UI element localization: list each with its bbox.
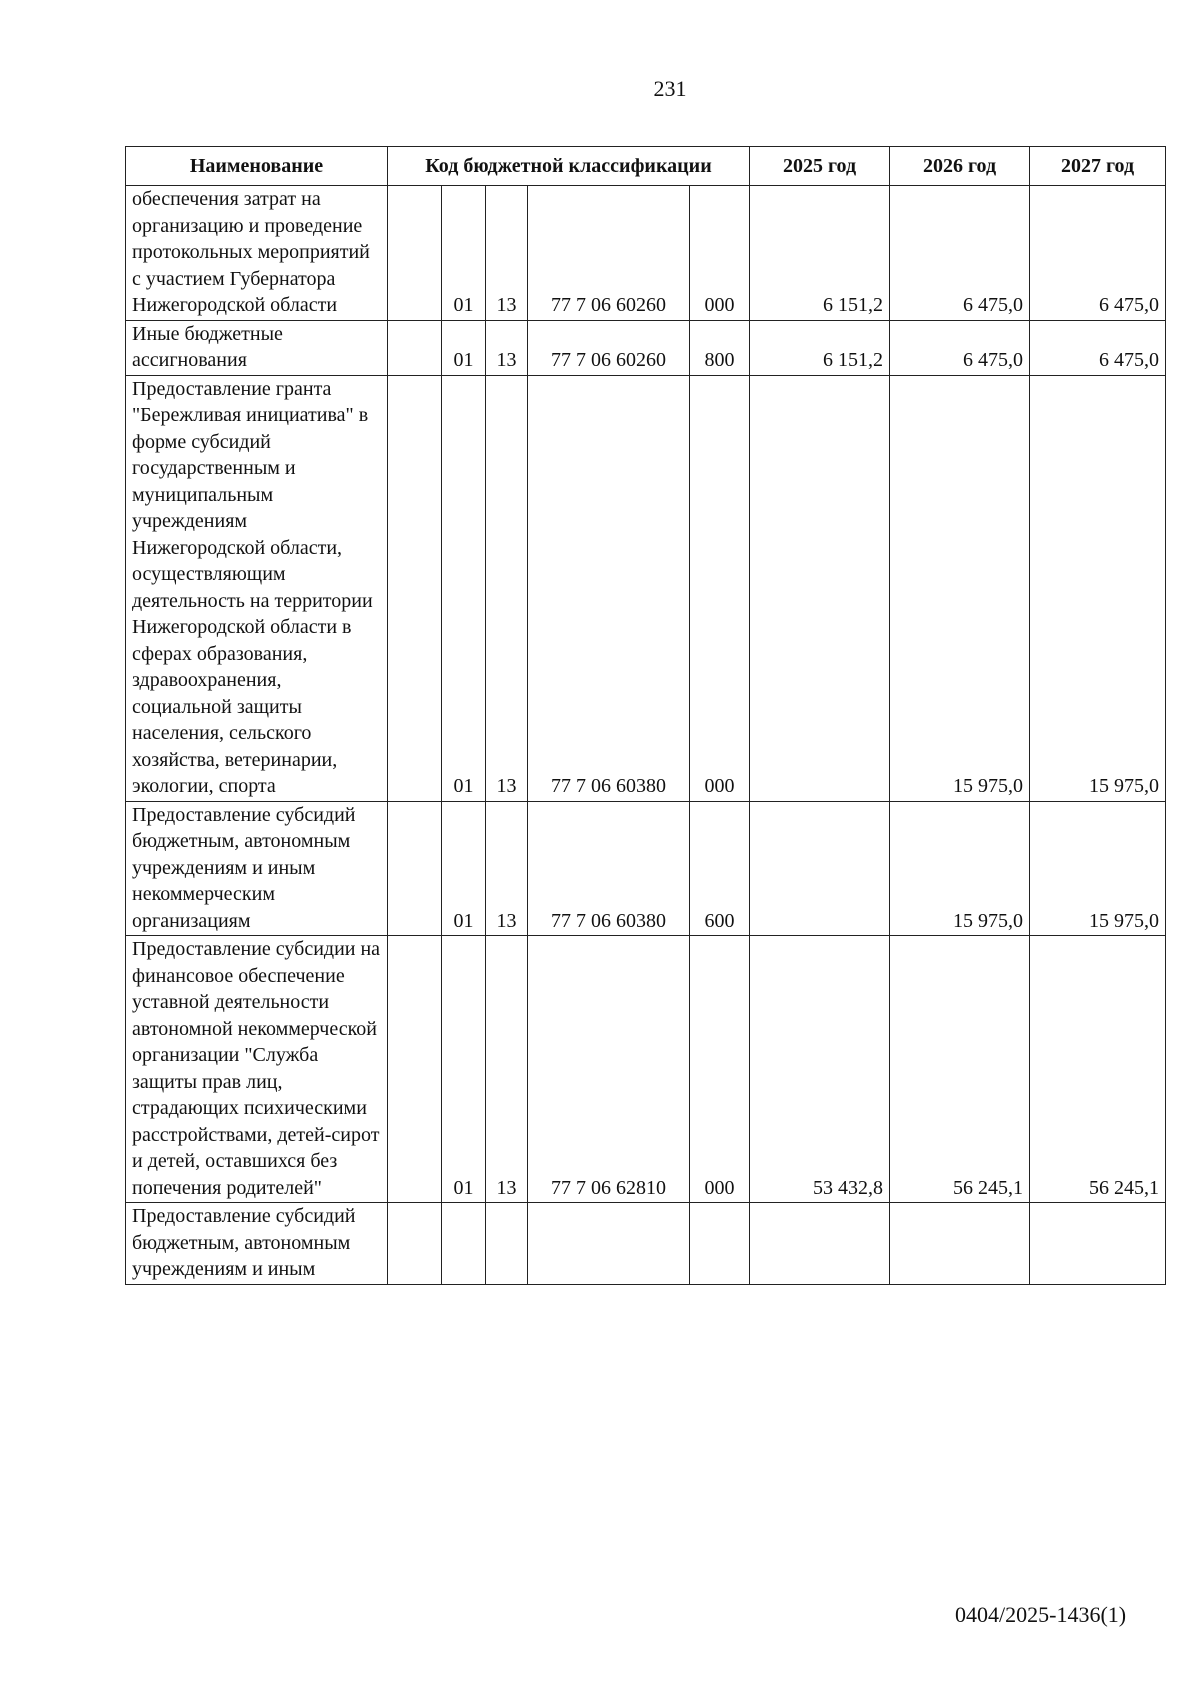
table-row — [126, 186, 1166, 321]
value-2026 — [890, 1203, 1030, 1285]
code-expense-type: 800 — [690, 320, 750, 375]
value-2025: 6 151,2 — [750, 186, 890, 321]
code-subsection — [486, 1203, 528, 1285]
table-row — [126, 320, 1166, 375]
value-2026: 56 245,1 — [890, 936, 1030, 1203]
row-name: Иные бюджетные ассигнования — [126, 320, 388, 375]
code-subsection: 13 — [486, 320, 528, 375]
value-2027: 15 975,0 — [1030, 801, 1166, 936]
header-2026: 2026 год — [890, 147, 1030, 186]
value-2027: 15 975,0 — [1030, 375, 1166, 801]
code-blank — [388, 1203, 442, 1285]
value-2027 — [1030, 1203, 1166, 1285]
value-2026: 15 975,0 — [890, 801, 1030, 936]
code-target: 77 7 06 60260 — [528, 320, 690, 375]
value-2026: 6 475,0 — [890, 186, 1030, 321]
code-expense-type: 000 — [690, 186, 750, 321]
code-section: 01 — [442, 186, 486, 321]
code-subsection: 13 — [486, 801, 528, 936]
code-blank — [388, 801, 442, 936]
row-name: Предоставление субсидий бюджетным, автономным учреждениям и иным некоммерческим организациям — [126, 801, 388, 936]
code-target: 77 7 06 60380 — [528, 375, 690, 801]
code-section — [442, 1203, 486, 1285]
code-target: 77 7 06 60260 — [528, 186, 690, 321]
code-section: 01 — [442, 320, 486, 375]
code-subsection: 13 — [486, 375, 528, 801]
row-name: Предоставление субсидий бюджетным, автономным учреждениям и иным — [126, 1203, 388, 1285]
value-2025 — [750, 375, 890, 801]
code-section: 01 — [442, 375, 486, 801]
code-expense-type: 000 — [690, 375, 750, 801]
value-2025 — [750, 801, 890, 936]
code-blank — [388, 936, 442, 1203]
code-expense-type: 000 — [690, 936, 750, 1203]
code-target: 77 7 06 60380 — [528, 801, 690, 936]
code-blank — [388, 186, 442, 321]
value-2025: 6 151,2 — [750, 320, 890, 375]
header-2027: 2027 год — [1030, 147, 1166, 186]
header-2025: 2025 год — [750, 147, 890, 186]
value-2026: 6 475,0 — [890, 320, 1030, 375]
page-number: 231 — [653, 76, 687, 101]
budget-table — [125, 146, 1166, 1285]
code-expense-type: 600 — [690, 801, 750, 936]
value-2027: 56 245,1 — [1030, 936, 1166, 1203]
header-code: Код бюджетной классификации — [388, 147, 750, 186]
code-blank — [388, 320, 442, 375]
value-2027: 6 475,0 — [1030, 186, 1166, 321]
code-subsection: 13 — [486, 936, 528, 1203]
row-name: Предоставление субсидии на финансовое обеспечение уставной деятельности автономной некоммерческой организации "Служба защиты прав лиц, страдающих психическими расстройствами, детей-сирот и детей, оставшихся без попечения родителей" — [126, 936, 388, 1203]
value-2025 — [750, 1203, 890, 1285]
document-id: 0404/2025-1436(1) — [955, 1602, 1127, 1627]
code-target — [528, 1203, 690, 1285]
value-2025: 53 432,8 — [750, 936, 890, 1203]
code-target: 77 7 06 62810 — [528, 936, 690, 1203]
table-row — [126, 375, 1166, 801]
code-section: 01 — [442, 801, 486, 936]
header-name: Наименование — [126, 147, 388, 186]
code-expense-type — [690, 1203, 750, 1285]
row-name: обеспечения затрат на организацию и проведение протокольных мероприятий с участием Губернатора Нижегородской области — [126, 186, 388, 321]
code-blank — [388, 375, 442, 801]
row-name: Предоставление гранта "Бережливая инициатива" в форме субсидий государственным и муниципальным учреждениям Нижегородской области, осуществляющим деятельность на территории Нижегородской области в сферах образования, здравоохранения, социальной защиты населения, сельского хозяйства, ветеринарии, экологии, спорта — [126, 375, 388, 801]
value-2027: 6 475,0 — [1030, 320, 1166, 375]
code-section: 01 — [442, 936, 486, 1203]
value-2026: 15 975,0 — [890, 375, 1030, 801]
code-subsection: 13 — [486, 186, 528, 321]
header-row — [126, 147, 1166, 186]
table-row — [126, 936, 1166, 1203]
table-row — [126, 1203, 1166, 1285]
table-row — [126, 801, 1166, 936]
